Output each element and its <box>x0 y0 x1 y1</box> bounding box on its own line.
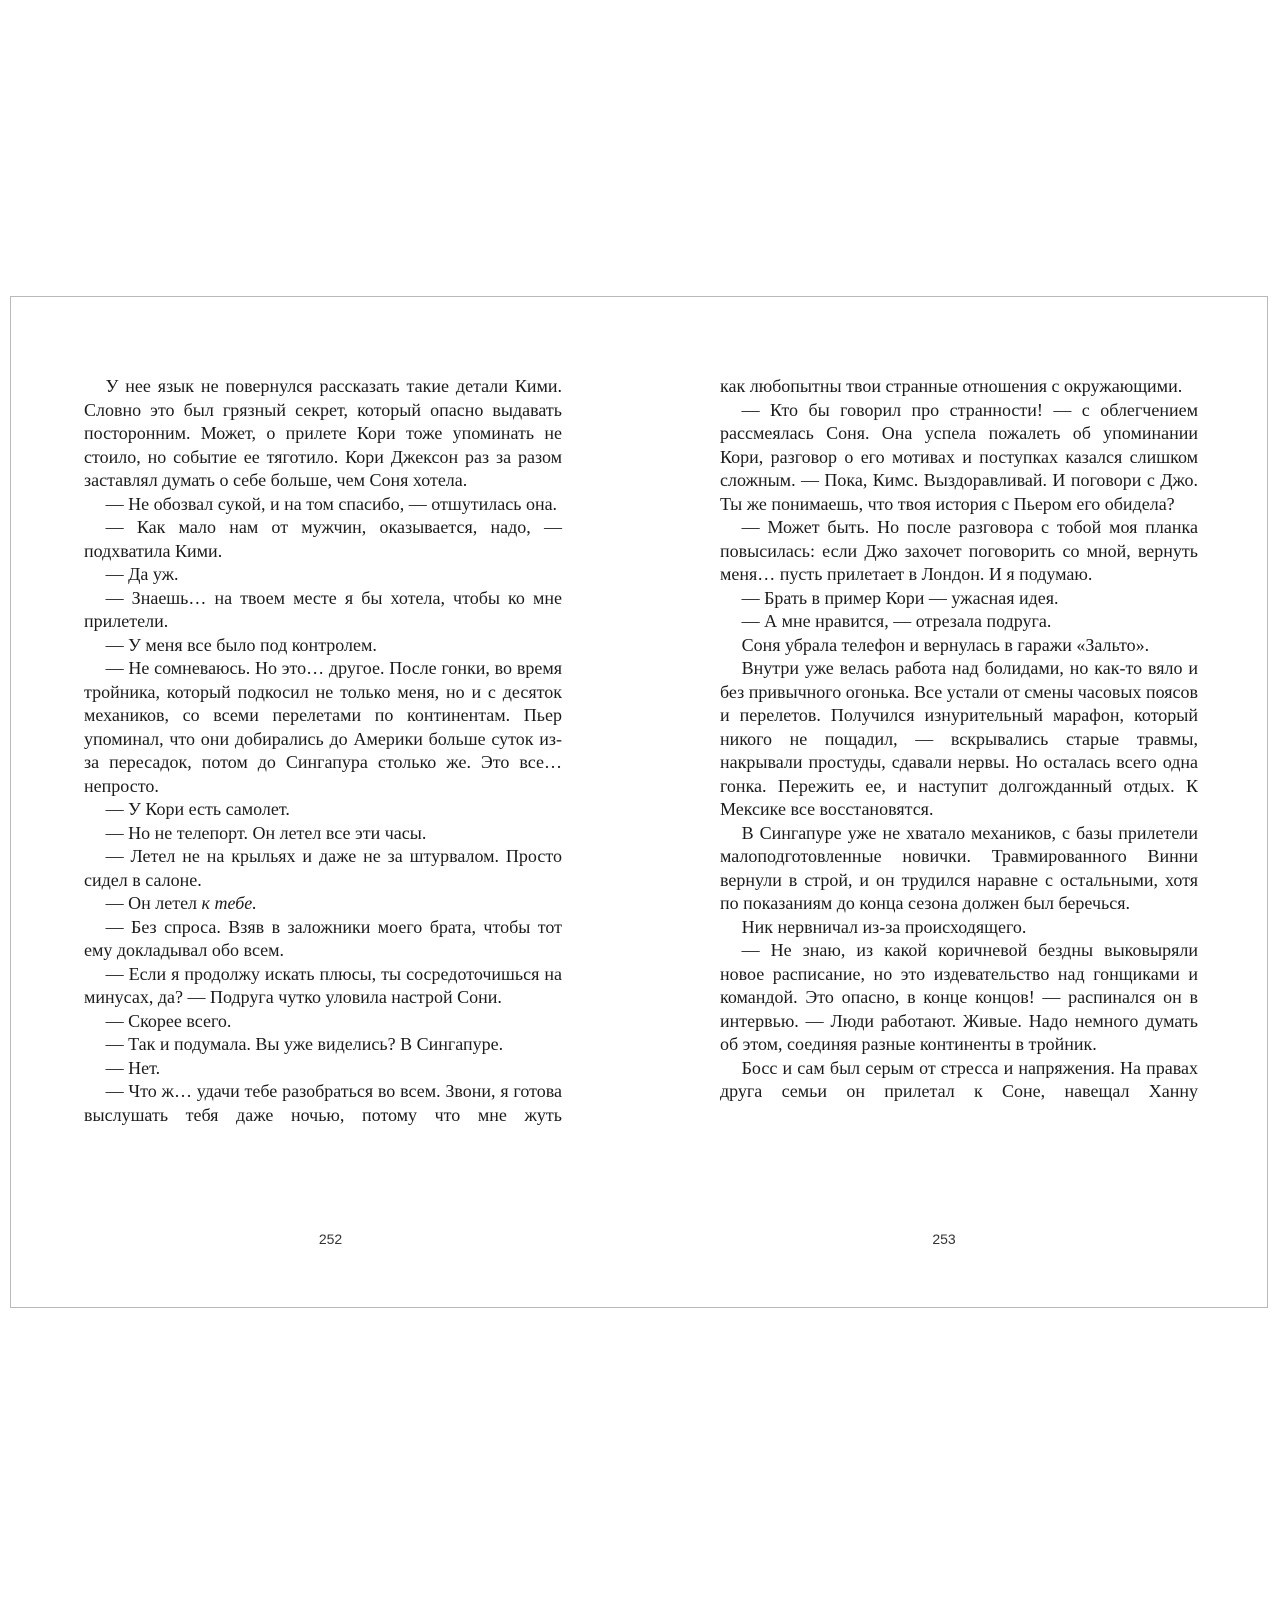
paragraph: — Летел не на крыльях и даже не за штурвалом. Просто сидел в салоне. <box>84 846 562 890</box>
paragraph: — Не сомневаюсь. Но это… другое. После гонки, во время тройника, который подкосил не только меня, но и с десяток механиков, со всеми перелетами по континентам. Пьер упоминал, что они добирались до Америки больше суток из-за пересадок, потом до Сингапура столько же. Это все… непросто. <box>84 658 562 796</box>
left-page-text <box>84 375 562 1127</box>
page-number-left: 252 <box>318 1231 343 1247</box>
paragraph: — Если я продолжу искать плюсы, ты сосредоточишься на минусах, да? — Подруга чутко уловила настрой Сони. <box>84 963 562 1007</box>
paragraph: — Брать в пример Кори — ужасная идея. <box>741 587 1059 608</box>
paragraph: — Да уж. <box>105 564 179 584</box>
paragraph: — Нет. <box>105 1057 161 1078</box>
paragraph: — Не знаю, из какой коричневой бездны выковыряли новое расписание, но это издевательство над гонщиками и командой. Это опасно, в конце концов! — распинался он в интервью. — Люди работают. Живые. Надо немного думать об этом, соединяя разные континенты в тройник. <box>720 940 1198 1054</box>
paragraph-prefix: — Он летел <box>105 893 202 913</box>
paragraph: — Так и подумала. Вы уже виделись? В Сингапуре. <box>105 1034 504 1054</box>
paragraph-italic-emphasis <box>84 892 562 916</box>
right-page-text <box>720 375 1198 1104</box>
paragraph: — А мне нравится, — отрезала подруга. <box>741 611 1052 631</box>
paragraph: Внутри уже велась работа над болидами, но как-то вяло и без привычного огонька. Все устали от смены часовых поясов и перелетов. Получился изнурительный марафон, который никого не пощадил, — вскрывались старые травмы, накрывали простуды, сдавали нервы. Но осталась всего одна гонка. Пережить ее, и наступит долгожданный отдых. К Мексике все восстановятся. <box>720 658 1198 819</box>
paragraph: — Как мало нам от мужчин, оказывается, надо, — подхватила Кими. <box>84 517 562 561</box>
page-number-right: 253 <box>932 1231 956 1247</box>
paragraph: — Скорее всего. <box>105 1010 232 1031</box>
paragraph: В Сингапуре уже не хватало механиков, с базы прилетели малоподготовленные новички. Травмированного Винни вернули в строй, и он трудился наравне с остальными, хотя по показаниям до конца сезона должен был беречься. <box>720 822 1198 913</box>
paragraph: — Может быть. Но после разговора с тобой моя планка повысилась: если Джо захочет поговорить со мной, вернуть меня… пусть прилетает в Лондон. И я подумаю. <box>720 517 1198 584</box>
paragraph: У нее язык не повернулся рассказать такие детали Кими. Словно это был грязный секрет, который опасно выдавать посторонним. Может, о прилете Кори тоже упоминать не стоило, но событие ее тяготило. Кори Джексон раз за разом заставлял думать о себе больше, чем Соня хотела. <box>84 376 562 490</box>
paragraph: Ник нервничал из-за происходящего. <box>741 916 1027 937</box>
paragraph: — Что ж… удачи тебе разобраться во всем. Звони, я готова выслушать тебя даже ночью, потому что мне жуть <box>84 1081 562 1125</box>
paragraph: Босс и сам был серым от стресса и напряжения. На правах друга семьи он прилетал к Соне, навещал Ханну <box>720 1057 1198 1101</box>
paragraph: — Не обозвал сукой, и на том спасибо, — отшутилась она. <box>105 493 558 514</box>
paragraph: — У Кори есть самолет. <box>105 799 290 819</box>
paragraph: — Знаешь… на твоем месте я бы хотела, чтобы ко мне прилетели. <box>84 587 562 631</box>
paragraph: — У меня все было под контролем. <box>105 634 377 655</box>
italic-emphasis: к тебе. <box>201 893 257 913</box>
paragraph: — Кто бы говорил про странности! — с облегчением рассмеялась Соня. Она успела пожалеть об упоминании Кори, разговор о его мотивах и поступках казался слишком сложным. — Пока, Кимс. Выздоравливай. И поговори с Джо. Ты же понимаешь, что твоя история с Пьером его обидела? <box>720 399 1198 514</box>
paragraph: — Без спроса. Взяв в заложники моего брата, чтобы тот ему докладывал обо всем. <box>84 916 562 960</box>
paragraph: Соня убрала телефон и вернулась в гаражи «Зальто». <box>741 634 1150 655</box>
paragraph: — Но не телепорт. Он летел все эти часы. <box>105 822 427 843</box>
book-spread <box>10 296 1268 1308</box>
paragraph-continued: как любопытны твои странные отношения с окружающими. <box>720 376 1183 396</box>
